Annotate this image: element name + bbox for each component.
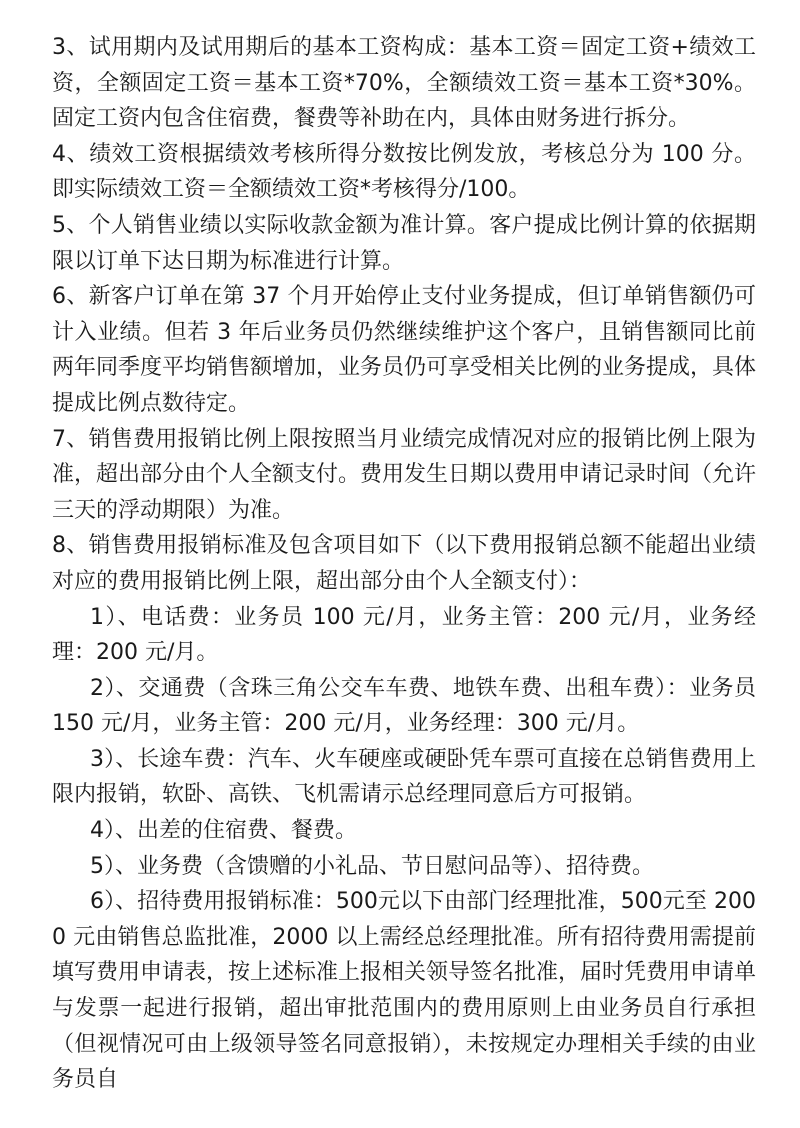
paragraph-item-5: 5、个人销售业绩以实际收款金额为准计算。客户提成比例计算的依据期限以订单下达日期为标准进行计算。 [52,212,756,274]
sub-item-1-phone: 1）、电话费：业务员 100 元/月，业务主管：200 元/月，业务经理：200 元/月。 [52,604,756,666]
paragraph-item-3: 3、试用期内及试用期后的基本工资构成：基本工资＝固定工资+绩效工资，全额固定工资＝基本工资*70%，全额绩效工资＝基本工资*30%。固定工资内包含住宿费，餐费等补助在内，具体由财务进行拆分。 [52,35,756,132]
sub-item-2-transport: 2）、交通费（含珠三角公交车车费、地铁车费、出租车费）：业务员 150 元/月，业务主管：200 元/月，业务经理：300 元/月。 [52,675,756,737]
sub-item-4-lodging: 4）、出差的住宿费、餐费。 [90,818,357,844]
paragraph-item-6: 6、新客户订单在第 37 个月开始停止支付业务提成，但订单销售额仍可计入业绩。但若 3 年后业务员仍然继续维护这个客户，且销售额同比前两年同季度平均销售额增加，业务员仍可享受相关比例的业务提成，具体提成比例点数待定。 [52,284,757,416]
sub-item-3-long-distance: 3）、长途车费：汽车、火车硬座或硬卧凭车票可直接在总销售费用上限内报销，软卧、高铁、飞机需请示总经理同意后方可报销。 [52,746,756,808]
paragraph-item-7: 7、销售费用报销比例上限按照当月业绩完成情况对应的报销比例上限为准，超出部分由个人全额支付。费用发生日期以费用申请记录时间（允许三天的浮动期限）为准。 [52,426,757,523]
document-page [52,30,756,1098]
paragraph-item-8: 8、销售费用报销标准及包含项目如下（以下费用报销总额不能超出业绩对应的费用报销比例上限，超出部分由个人全额支付）： [52,533,756,594]
sub-item-5-business: 5）、业务费（含馈赠的小礼品、节日慰问品等）、招待费。 [90,853,654,879]
paragraph-item-4: 4、绩效工资根据绩效考核所得分数按比例发放，考核总分为 100 分。即实际绩效工资＝全额绩效工资*考核得分/100。 [52,141,756,203]
sub-item-6-entertainment: 6）、招待费用报销标准：500元以下由部门经理批准，500元至 2000 元由销售总监批准，2000 以上需经总经理批准。所有招待费用需提前填写费用申请表，按上述标准上报相关领导签名批准，届时凭费用申请单与发票一起进行报销，超出审批范围内的费用原则上由业务员自行承担（但视情况可由上级领导签名同意报销），未按规定办理相关手续的由业务员自 [52,889,757,1093]
